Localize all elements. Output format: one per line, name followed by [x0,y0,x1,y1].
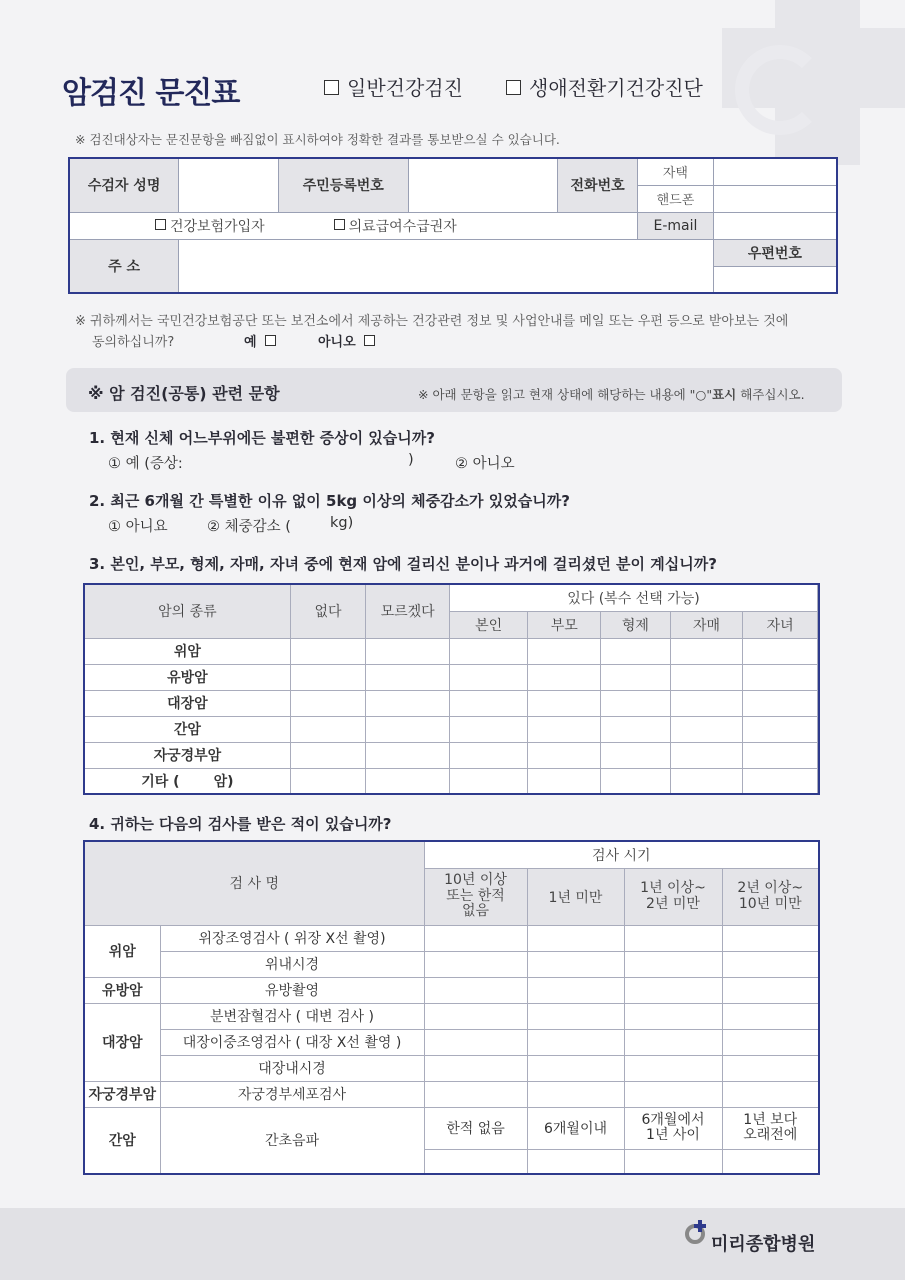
address-field[interactable] [179,239,714,293]
rrn-field[interactable] [408,158,558,212]
email-field[interactable] [713,212,837,239]
mobile-phone-field[interactable] [713,185,837,212]
cell[interactable] [366,664,450,690]
consent-yes-option[interactable]: 예 [244,331,280,350]
table-row [84,768,819,794]
row-label: 기타 ( 암) [84,768,290,794]
col-test-name: 검 사 명 [84,841,424,925]
table-row [84,664,819,690]
col-period-2-10y: 2년 이상~ 10년 미만 [722,868,819,925]
cell[interactable] [528,768,601,794]
cell[interactable] [743,742,818,768]
cell[interactable] [818,638,820,664]
table-row [84,1081,819,1107]
cell[interactable] [624,1081,722,1107]
cell[interactable] [601,742,671,768]
cell[interactable] [743,716,818,742]
cell[interactable] [449,664,528,690]
name-label: 수검자 성명 [69,158,179,212]
insured-option[interactable]: 건강보험가입자 [155,219,265,235]
col-self: 본인 [449,611,528,638]
col-brothers: 형제 [601,611,671,638]
cell[interactable] [290,638,366,664]
cell[interactable] [449,768,528,794]
row-label: 위암 [84,638,290,664]
col-test-time: 검사 시기 [424,841,819,868]
test-name: 위장조영검사 ( 위장 X선 촬영) [160,925,424,951]
cell[interactable] [527,1055,624,1081]
test-name: 대장이중조영검사 ( 대장 X선 촬영 ) [160,1029,424,1055]
home-phone-label: 자택 [638,158,714,185]
cell[interactable] [743,768,818,794]
cell[interactable] [722,1055,819,1081]
cell[interactable] [624,1029,722,1055]
q1-option-no[interactable]: ② 아니오 [455,456,515,472]
row-label: 유방암 [84,664,290,690]
insurance-type-row [69,212,638,239]
cell[interactable] [424,951,527,977]
row-label: 자궁경부암 [84,742,290,768]
cell[interactable] [424,1081,527,1107]
notice-text: ※ 검진대상자는 문진문항을 빠짐없이 표시하여야 정확한 결과를 통보받으실 수 있습니다. [75,132,560,147]
background-c-decoration [735,45,825,135]
cell[interactable] [743,664,818,690]
col-unknown: 모르겠다 [366,584,450,638]
liver-period-label: 한적 없음 [424,1107,527,1149]
family-history-table [83,583,820,795]
question-1: 1. 현재 신체 어느부위에든 불편한 증상이 있습니까? [89,429,435,447]
cell[interactable] [722,951,819,977]
row-label: 대장암 [84,690,290,716]
checkbox[interactable] [334,219,345,230]
group-label: 위암 [84,925,160,977]
cell[interactable] [290,768,366,794]
col-children: 자녀 [743,611,818,638]
consent-no-option[interactable]: 아니오 [318,331,379,350]
cell[interactable] [527,925,624,951]
row-label: 간암 [84,716,290,742]
q1-close-paren: ) [408,452,414,468]
table-row [84,716,819,742]
cell[interactable] [601,690,671,716]
cell[interactable] [449,716,528,742]
col-period-10y-never: 10년 이상 또는 한적 없음 [424,868,527,925]
checkbox[interactable] [265,335,276,346]
cell[interactable] [528,742,601,768]
cell[interactable] [424,925,527,951]
cell[interactable] [818,716,820,742]
cell[interactable] [818,690,820,716]
zip-field[interactable] [713,266,837,293]
q2-option-loss[interactable]: ② 체중감소 ( [207,519,291,535]
cell[interactable] [818,768,820,794]
cell[interactable] [743,690,818,716]
cell[interactable] [424,1003,527,1029]
test-name: 유방촬영 [160,977,424,1003]
cell[interactable] [424,1149,527,1174]
table-row [84,1107,819,1149]
personal-info-table [68,157,838,294]
cell[interactable] [449,742,528,768]
medical-aid-option[interactable]: 의료급여수급권자 [334,219,457,235]
cell[interactable] [670,768,743,794]
cell[interactable] [722,1081,819,1107]
table-row [84,977,819,1003]
cell[interactable] [601,768,671,794]
hospital-name: 미리종합병원 [711,1234,816,1255]
cell[interactable] [290,716,366,742]
q2-unit: kg) [330,515,354,531]
cell[interactable] [670,664,743,690]
col-yes: 있다 (복수 선택 가능) [449,584,817,611]
table-row [84,1055,819,1081]
cell[interactable] [527,1149,624,1174]
cell[interactable] [722,977,819,1003]
q1-option-yes[interactable]: ① 예 (증상: [108,456,183,472]
cell[interactable] [722,1003,819,1029]
cell[interactable] [424,1055,527,1081]
cell[interactable] [624,925,722,951]
table-row [84,1029,819,1055]
question-3: 3. 본인, 부모, 형제, 자매, 자녀 중에 현재 암에 걸리신 분이나 과거에 걸리셨던 분이 계십니까? [89,555,717,573]
cell[interactable] [624,1149,722,1174]
checkbox[interactable] [155,219,166,230]
cell[interactable] [527,951,624,977]
home-phone-field[interactable] [713,158,837,185]
group-label: 자궁경부암 [84,1081,160,1107]
cell[interactable] [818,664,820,690]
section-title: ※ 암 검진(공통) 관련 문항 [88,384,280,403]
phone-label: 전화번호 [558,158,638,212]
screening-history-table [83,840,820,1175]
name-field[interactable] [179,158,279,212]
consent-text-line1: ※ 귀하께서는 국민건강보험공단 또는 보건소에서 제공하는 건강관련 정보 및 사업안내를 메일 또는 우편 등으로 받아보는 것에 [75,314,789,329]
cell[interactable] [624,1003,722,1029]
cell[interactable] [601,716,671,742]
general-checkup-option[interactable]: 일반건강검진 [324,72,463,101]
cell[interactable] [722,925,819,951]
test-name: 분변잠혈검사 ( 대변 검사 ) [160,1003,424,1029]
cell[interactable] [722,1149,819,1174]
cell[interactable] [527,1081,624,1107]
q2-option-no[interactable]: ① 아니요 [108,519,168,535]
cell[interactable] [449,638,528,664]
liver-period-label: 6개월에서 1년 사이 [624,1107,722,1149]
table-row [84,742,819,768]
col-parents: 부모 [528,611,601,638]
cell[interactable] [670,716,743,742]
cell[interactable] [366,742,450,768]
zip-label: 우편번호 [713,239,837,266]
cell[interactable] [722,1029,819,1055]
cell[interactable] [290,690,366,716]
checkbox[interactable] [506,80,521,95]
test-name: 위내시경 [160,951,424,977]
table-row [84,951,819,977]
cell[interactable] [601,638,671,664]
col-period-under-1y: 1년 미만 [527,868,624,925]
cell[interactable] [743,638,818,664]
table-row [84,1003,819,1029]
checkbox[interactable] [364,335,375,346]
lifecycle-checkup-option[interactable]: 생애전환기건강진단 [506,72,703,101]
rrn-label: 주민등록번호 [278,158,408,212]
cell[interactable] [366,768,450,794]
group-label: 간암 [84,1107,160,1174]
liver-period-label: 6개월이내 [527,1107,624,1149]
cell[interactable] [527,977,624,1003]
cell[interactable] [424,977,527,1003]
cell[interactable] [527,1029,624,1055]
test-name: 간초음파 [160,1107,424,1174]
cell[interactable] [290,664,366,690]
col-sisters: 자매 [670,611,743,638]
cell[interactable] [624,951,722,977]
checkbox[interactable] [324,80,339,95]
cell[interactable] [424,1029,527,1055]
cell[interactable] [290,742,366,768]
cell[interactable] [528,690,601,716]
cell[interactable] [624,977,722,1003]
mobile-phone-label: 핸드폰 [638,185,714,212]
email-label: E-mail [638,212,714,239]
consent-text-line2: 동의하십니까? [92,335,175,350]
cell[interactable] [528,716,601,742]
test-name: 대장내시경 [160,1055,424,1081]
group-label: 유방암 [84,977,160,1003]
cell[interactable] [366,716,450,742]
table-row [84,690,819,716]
address-label: 주 소 [69,239,179,293]
cell[interactable] [670,638,743,664]
cell[interactable] [670,690,743,716]
page-title: 암검진 문진표 [62,76,240,111]
table-row [84,638,819,664]
col-cancer-type: 암의 종류 [84,584,290,638]
cell[interactable] [449,690,528,716]
liver-period-label: 1년 보다 오래전에 [722,1107,819,1149]
question-4: 4. 귀하는 다음의 검사를 받은 적이 있습니까? [89,815,392,833]
cell[interactable] [366,638,450,664]
table-row [84,925,819,951]
cell[interactable] [670,742,743,768]
col-period-1-2y: 1년 이상~ 2년 미만 [624,868,722,925]
cell[interactable] [601,664,671,690]
question-2: 2. 최근 6개월 간 특별한 이유 없이 5kg 이상의 체중감소가 있었습니까? [89,492,570,510]
section-instruction: ※ 아래 문항을 읽고 현재 상태에 해당하는 내용에 "○"표시 해주십시오. [418,387,805,402]
cell[interactable] [527,1003,624,1029]
test-name: 자궁경부세포검사 [160,1081,424,1107]
group-label: 대장암 [84,1003,160,1081]
cell[interactable] [528,664,601,690]
col-none: 없다 [290,584,366,638]
cell[interactable] [624,1055,722,1081]
cell[interactable] [818,742,820,768]
cell[interactable] [366,690,450,716]
hospital-logo-icon [684,1218,710,1246]
cell[interactable] [528,638,601,664]
